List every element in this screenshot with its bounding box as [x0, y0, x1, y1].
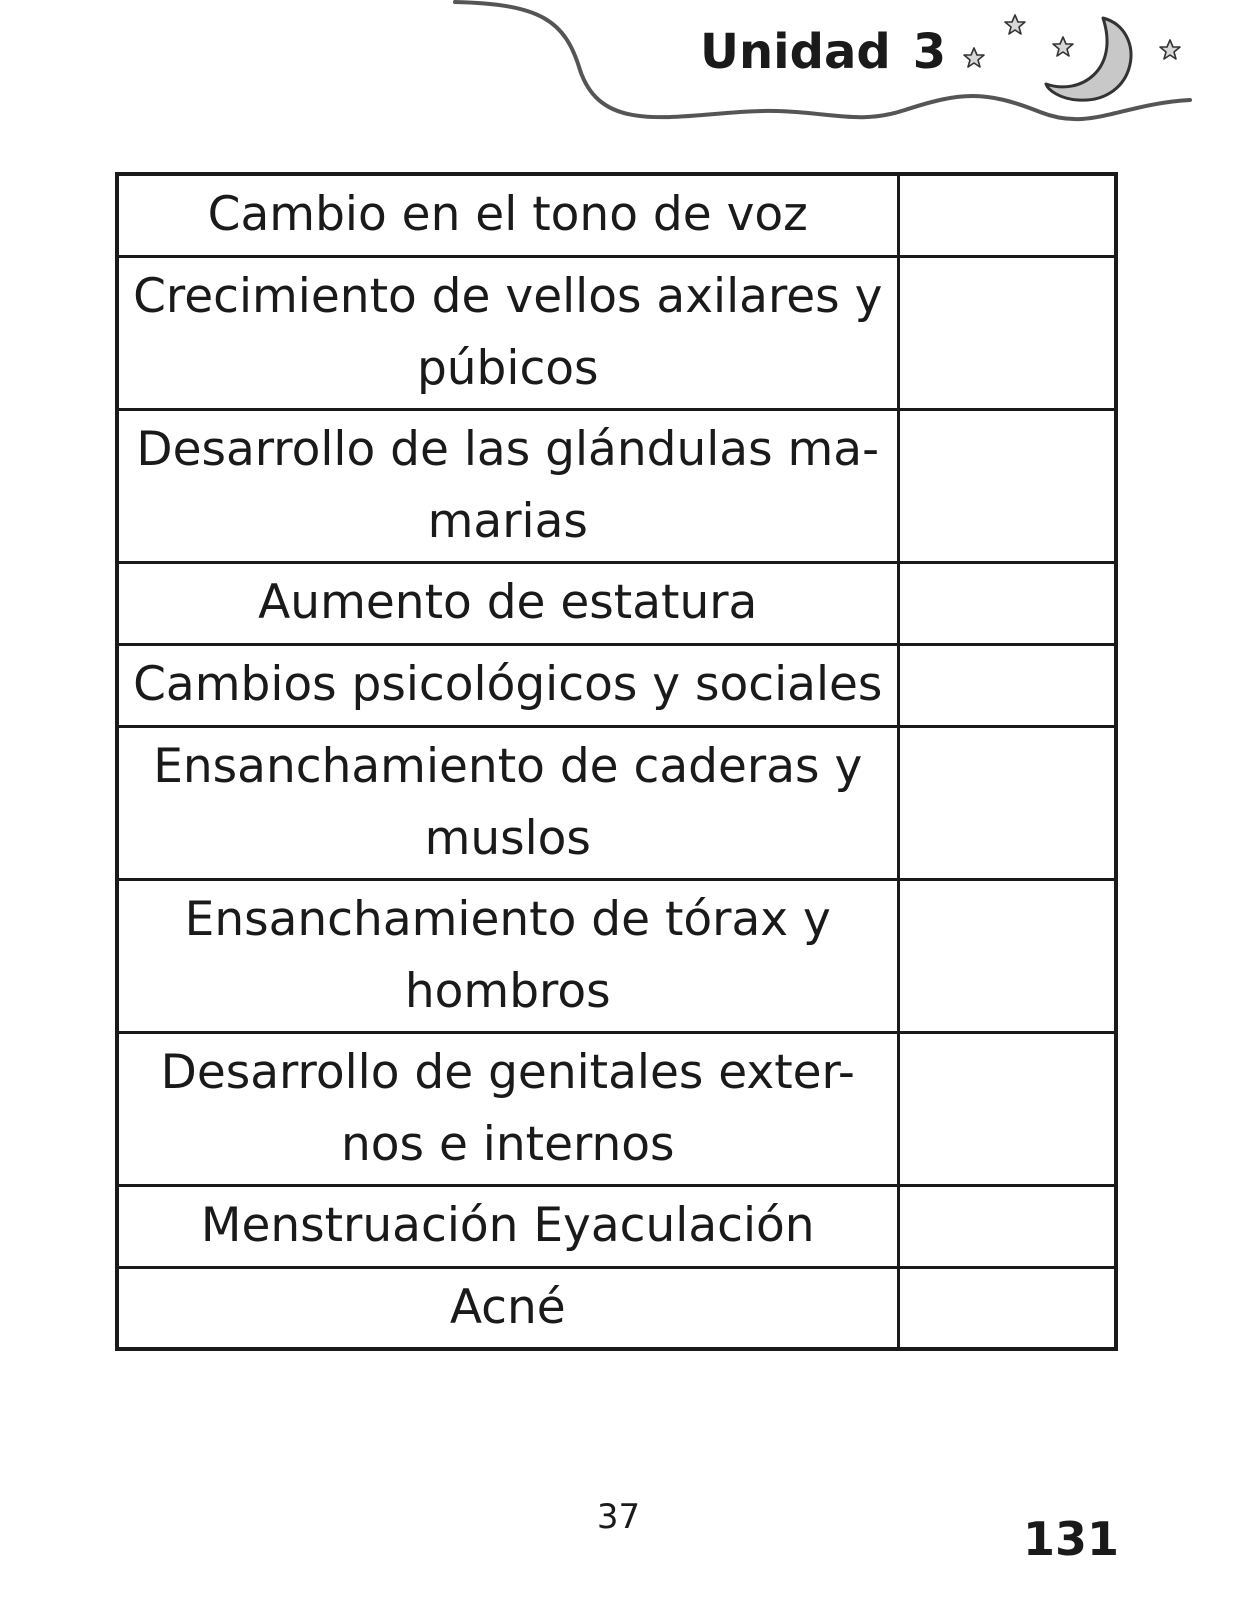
answer-cell[interactable]	[898, 174, 1116, 256]
row-label: Menstruación Eyaculación	[117, 1185, 898, 1267]
table-row	[117, 644, 1116, 726]
answer-cell[interactable]	[898, 562, 1116, 644]
table-row	[117, 256, 1116, 409]
table-row	[117, 174, 1116, 256]
row-label: Ensanchamiento de tórax y hombros	[117, 879, 898, 1032]
row-label: Crecimiento de vellos axilares y púbicos	[117, 256, 898, 409]
answer-cell[interactable]	[898, 1185, 1116, 1267]
unit-heading	[700, 22, 946, 82]
row-label: Cambios psicológicos y sociales	[117, 644, 898, 726]
row-label: Aumento de estatura	[117, 562, 898, 644]
star-icon	[964, 15, 1180, 67]
row-label: Acné	[117, 1267, 898, 1349]
table-row	[117, 1185, 1116, 1267]
crescent-moon-icon	[1046, 18, 1131, 100]
unit-number: 3	[912, 24, 947, 80]
answer-cell[interactable]	[898, 1032, 1116, 1185]
table-row	[117, 1032, 1116, 1185]
table-row	[117, 1267, 1116, 1349]
row-label: Ensanchamiento de caderas y muslos	[117, 726, 898, 879]
book-page-number: 131	[1022, 1512, 1119, 1566]
row-label: Cambio en el tono de voz	[117, 174, 898, 256]
answer-cell[interactable]	[898, 644, 1116, 726]
inner-page-number: 37	[596, 1497, 641, 1537]
table-row	[117, 879, 1116, 1032]
table-row	[117, 726, 1116, 879]
unit-label: Unidad	[700, 24, 891, 80]
answer-cell[interactable]	[898, 1267, 1116, 1349]
header-decoration	[0, 0, 1237, 150]
answer-cell[interactable]	[898, 409, 1116, 562]
puberty-changes-table	[115, 172, 1118, 1351]
answer-cell[interactable]	[898, 256, 1116, 409]
answer-cell[interactable]	[898, 726, 1116, 879]
answer-cell[interactable]	[898, 879, 1116, 1032]
table-row	[117, 409, 1116, 562]
table-row	[117, 562, 1116, 644]
row-label: Desarrollo de genitales exter-nos e internos	[117, 1032, 898, 1185]
row-label: Desarrollo de las glándulas ma-marias	[117, 409, 898, 562]
